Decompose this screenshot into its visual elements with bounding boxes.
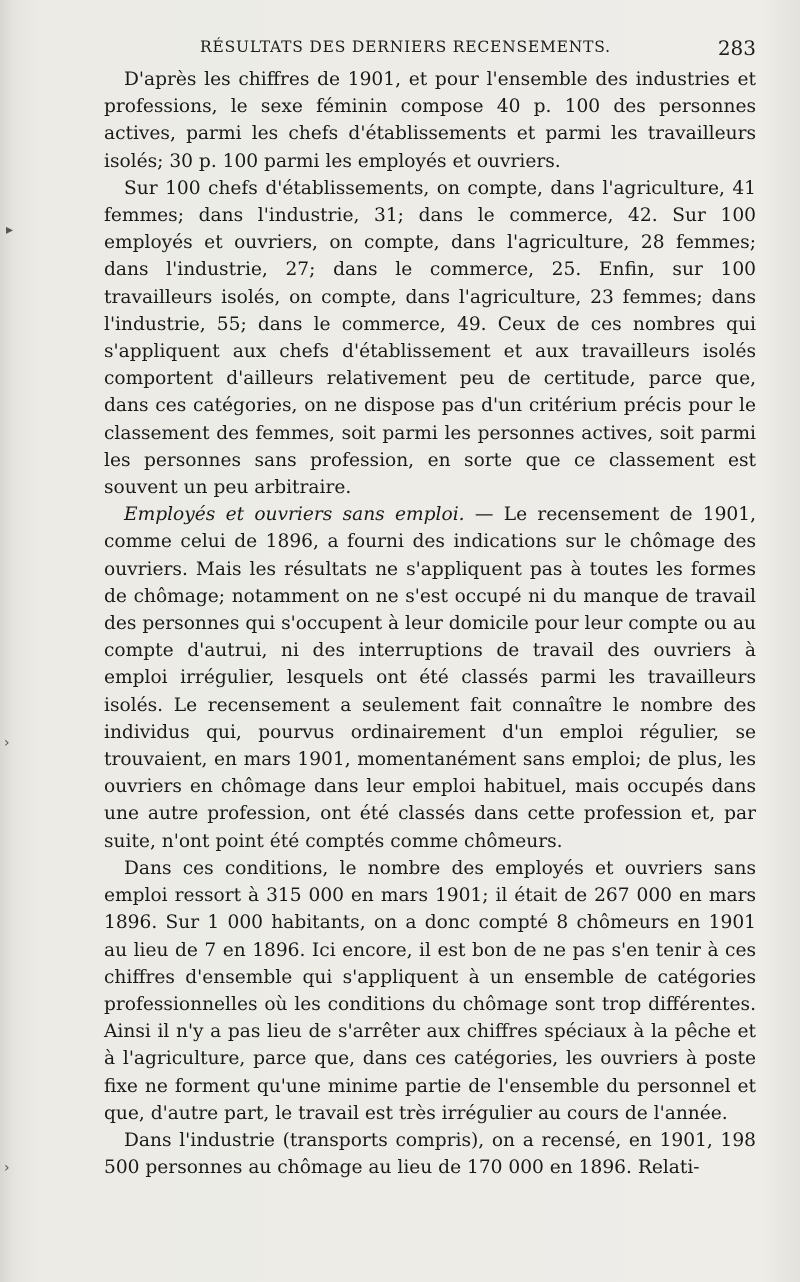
- page-header: [0, 36, 800, 66]
- page-number: 283: [717, 36, 756, 60]
- paragraph-section-employes: [104, 501, 756, 855]
- paragraph-text: — Le recensement de 1901, comme celui de 1896, a fourni des indications sur le chômage des ouvriers. Mais les résultats ne s'appliquent pas à toutes les formes de chômage; notamment on ne s'est occupé ni du manque de travail des personnes qui s'occupent à leur domicile pour leur compte ou au compte d'autrui, ni des interruptions de travail des ouvriers à emploi irrégulier, lesquels ont été classés parmi les travailleurs isolés. Le recensement a seulement fait connaître le nombre des individus qui, pourvus ordinairement d'un emploi régulier, se trouvaient, en mars 1901, momentanément sans emploi; de plus, les ouvriers en chômage dans leur emploi habituel, mais occupés dans une autre profession, ont été classés dans cette profession et, par suite, n'ont point été comptés comme chômeurs.: [104, 504, 757, 852]
- margin-tick-mark: ›: [4, 735, 10, 751]
- margin-tick-mark: ›: [4, 1160, 10, 1176]
- paragraph-text: Dans ces conditions, le nombre des employés et ouvriers sans emploi ressort à 315 000 en mars 1901; il était de 267 000 en mars 1896. Sur 1 000 habitants, on a donc compté 8 chômeurs en 1901 au lieu de 7 en 1896. Ici encore, il est bon de ne pas s'en tenir à ces chiffres d'ensemble qui s'appliquent à un ensemble de catégories professionnelles où les conditions du chômage sont trop différentes. Ainsi il n'y a pas lieu de s'arrêter aux chiffres spéciaux à la pêche et à l'agriculture, parce que, dans ces catégories, les ouvriers à poste fixe ne forment qu'une minime partie de l'ensemble du personnel et que, d'autre part, le travail est très irrégulier au cours de l'année.: [104, 857, 756, 1124]
- running-title: RÉSULTATS DES DERNIERS RECENSEMENTS.: [200, 38, 611, 56]
- paragraph-text: Sur 100 chefs d'établissements, on compte, dans l'agriculture, 41 femmes; dans l'industrie, 31; dans le commerce, 42. Sur 100 employés et ouvriers, on compte, dans l'agriculture, 28 femmes; dans l'industrie, 27; dans le commerce, 25. Enfin, sur 100 travailleurs isolés, on compte, dans l'agriculture, 23 femmes; dans l'industrie, 55; dans le commerce, 49. Ceux de ces nombres qui s'appliquent aux chefs d'établissement et aux travailleurs isolés comportent d'ailleurs relativement peu de certitude, parce que, dans ces catégories, on ne dispose pas d'un critérium précis pour le classement des femmes, soit parmi les personnes actives, soit parmi les personnes sans profession, en sorte que ce classement est souvent un peu arbitraire.: [104, 177, 756, 499]
- paragraph: [104, 855, 756, 1127]
- paragraph: [104, 175, 756, 501]
- body-text: [104, 66, 756, 1181]
- paragraph-text: Dans l'industrie (transports compris), on a recensé, en 1901, 198 500 personnes au chômage au lieu de 170 000 en 1896. Relati-: [104, 1129, 756, 1179]
- paragraph: [104, 66, 756, 175]
- paragraph: [104, 1127, 756, 1181]
- paragraph-text: D'après les chiffres de 1901, et pour l'ensemble des industries et professions, le sexe féminin compose 40 p. 100 des personnes actives, parmi les chefs d'établissements et parmi les travailleurs isolés; 30 p. 100 parmi les employés et ouvriers.: [104, 69, 756, 172]
- paragraph-lead-heading: Employés et ouvriers sans emploi.: [124, 504, 465, 526]
- margin-tick-mark: ▸: [6, 222, 14, 238]
